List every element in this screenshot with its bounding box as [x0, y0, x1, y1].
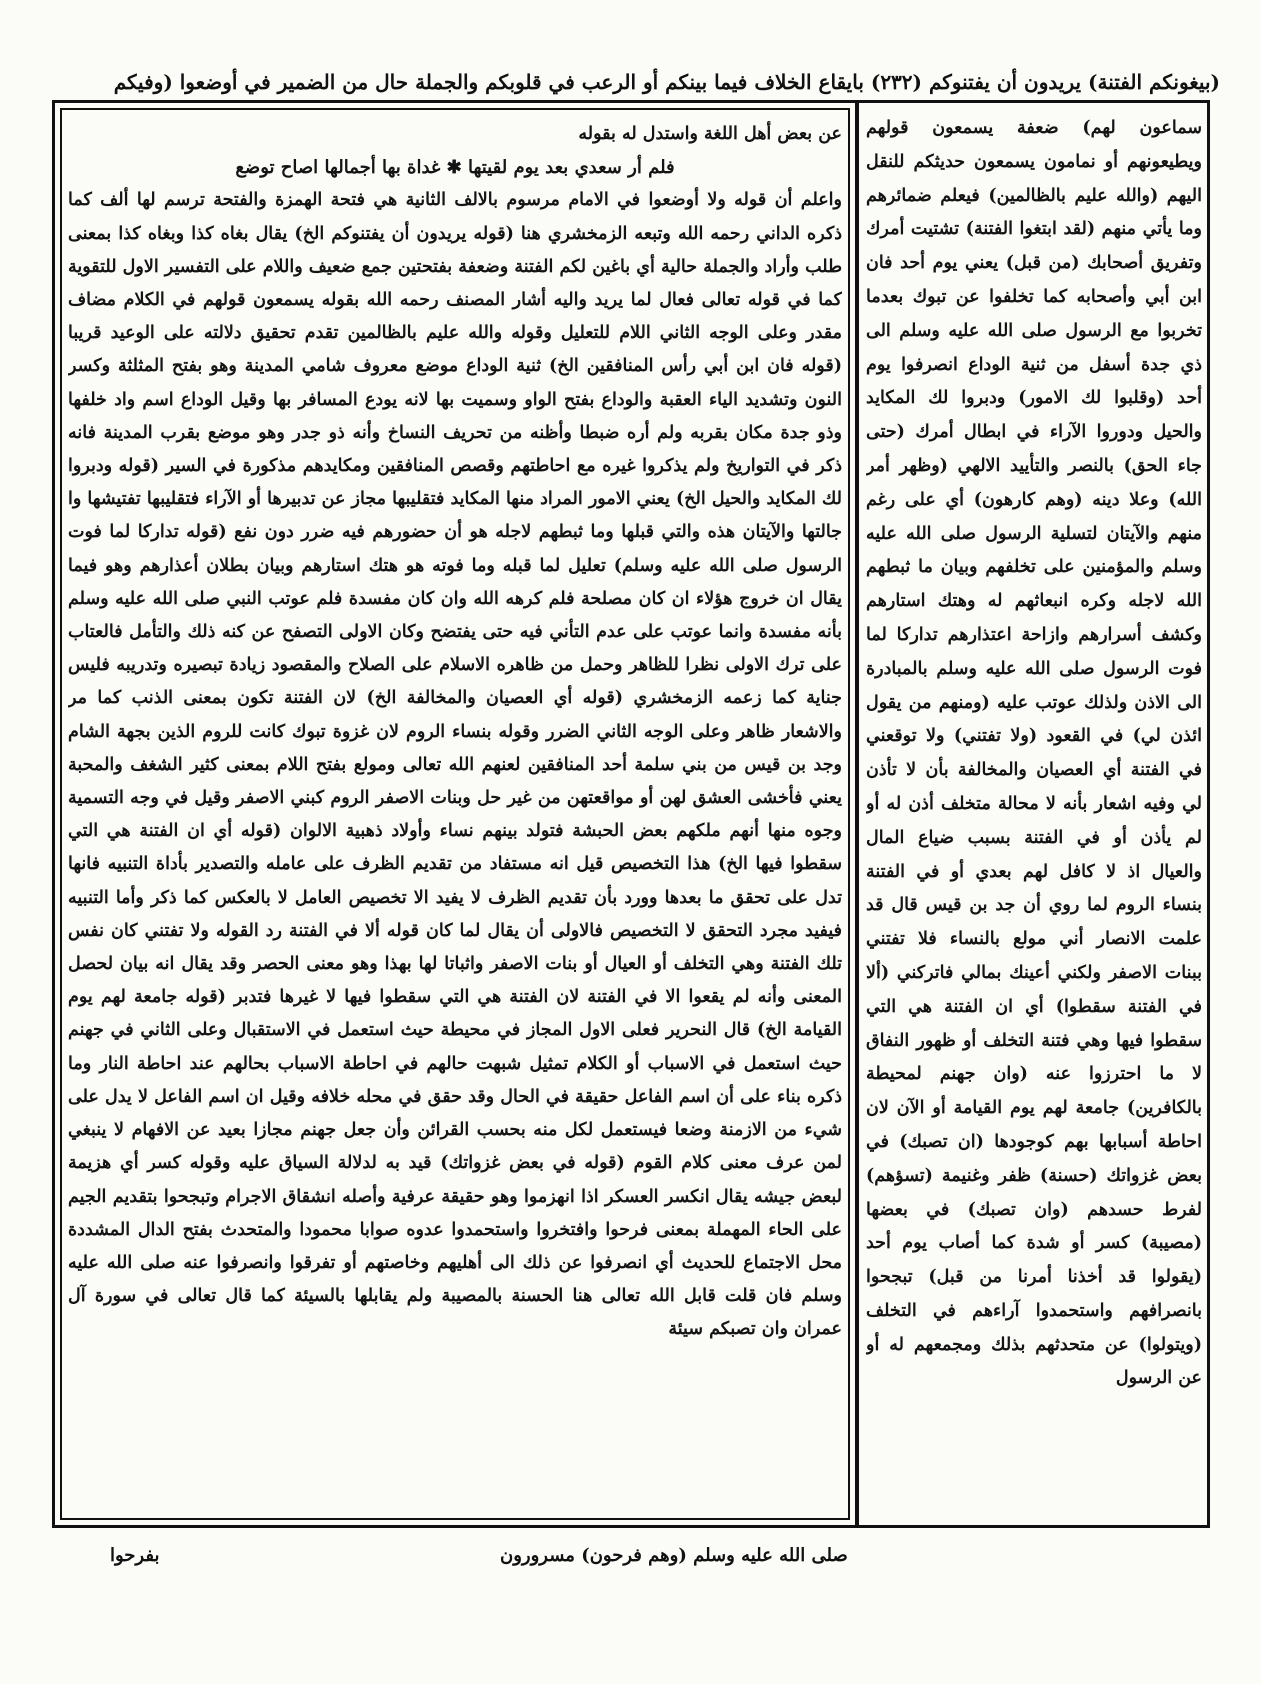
catchword: بفرحوا: [110, 1545, 160, 1566]
footer-continuation: صلى الله عليه وسلم (وهم فرحون) مسرورون: [500, 1545, 848, 1566]
tafsir-column: [866, 112, 1202, 1532]
tafsir-paragraph: سماعون لهم) ضعفة يسمعون قولهم ويطيعونهم أو نمامون يسمعون حديثكم للنقل اليهم (والله عليم بالظالمين) فيعلم ضمائرهم وما يأتي منهم (لقد ابتغوا الفتنة) تشتيت أمرك وتفريق أصحابك (من قبل) يعني يوم أحد فان ابن أبي وأصحابه كما تخلفوا عن تبوك بعدما تخربوا مع الرسول صلى الله عليه وسلم الى ذي جدة أسفل من ثنية الوداع انصرفوا يوم أحد (وقلبوا لك الامور) ودبروا لك المكايد والحيل ودوروا الآراء في ابطال أمرك (حتى جاء الحق) بالنصر والتأييد الالهي (وظهر أمر الله) وعلا دينه (وهم كارهون) أي على رغم منهم والآيتان لتسلية الرسول صلى الله عليه وسلم والمؤمنين على تخلفهم وبيان ما ثبطهم الله لاجله وكره انبعاثهم له وهتك استارهم وكشف أسرارهم وازاحة اعتذارهم تداركا لما فوت الرسول صلى الله عليه وسلم بالمبادرة الى الاذن ولذلك عوتب عليه (ومنهم من يقول ائذن لي) في القعود (ولا تفتني) ولا توقعني في الفتنة أي العصيان والمخالفة بأن لا تأذن لي وفيه اشعار بأنه لا محالة متخلف أذن له أو لم يأذن أو في الفتنة بسبب ضياع المال والعيال اذ لا كافل لهم بعدي أو في الفتنة بنساء الروم لما روي أن جد بن قيس قال قد علمت الانصار أني مولع بالنساء فلا تفتني ببنات الاصفر ولكني أعينك بمالي فاتركني (ألا في الفتنة سقطوا) أي ان الفتنة هي التي سقطوا فيها وهي فتنة التخلف أو ظهور النفاق لا ما احترزوا عنه (وان جهنم لمحيطة بالكافرين) جامعة لهم يوم القيامة أو الآن لان احاطة أسبابها بهم كوجودها (ان تصبك) في بعض غزواتك (حسنة) ظفر وغنيمة (تسؤهم) لفرط حسدهم (وان تصبك) في بعضها (مصيبة) كسر أو شدة كما أصاب يوم أحد (يقولوا قد أخذنا أمرنا من قبل) تبجحوا بانصرافهم واستحمدوا آراءهم في التخلف (ويتولوا) عن متحدثهم بذلك ومجمعهم له أو عن الرسول: [866, 118, 1202, 1389]
commentary-paragraph: واعلم أن قوله ولا أوضعوا في الامام مرسوم بالالف الثانية هي فتحة الهمزة والفتحة ترسم لها ألف كما ذكره الداني رحمه الله وتبعه الزمخشري هنا (قوله يريدون أن يفتنوكم الخ) يقال بغاه كذا وبغاه كذا بمعنى طلب وأراد والجملة حالية أي باغين لكم الفتنة وضعفة بفتحتين جمع ضعيف واللام على التفسير الاول للتقوية كما في قوله تعالى فعال لما يريد واليه أشار المصنف رحمه الله بقوله يسمعون قولهم في الكلام مضاف مقدر وعلى الوجه الثاني اللام للتعليل وقوله والله عليم بالظالمين تقدم تحقيق دلالته على الوعيد قريبا (قوله فان ابن أبي رأس المنافقين الخ) ثنية الوداع موضع معروف شامي المدينة وهو بفتح المثلثة وكسر النون وتشديد الياء العقبة والوداع بفتح الواو وسميت بها لانه يودع المسافر بها وقيل الوداع اسم واد خلفها وذو جدة مكان بقربه ولم أره ضبطا وأظنه من تحريف النساخ وأنه ذو جدر وهو موضع بقرب المدينة فانه ذكر في التواريخ ولم يذكروا غيره مع احاطتهم وقصص المنافقين ومكايدهم مذكورة في السير (قوله ودبروا لك المكايد والحيل الخ) يعني الامور المراد منها المكايد فتقليبها مجاز عن تدبيرها أو الآراء فتقليبها تفتيشها وا جالتها والآيتان هذه والتي قبلها وما ثبطهم لاجله هو أن حضورهم فيه ضرر دون نفع (قوله تداركا لما فوت الرسول صلى الله عليه وسلم) تعليل لما قبله وما فوته هو هتك استارهم وبيان بطلان أعذارهم وهو فيما يقال ان خروج هؤلاء ان كان مصلحة فلم كرهه الله وان كان مفسدة فلم عوتب النبي صلى الله عليه وسلم بأنه مفسدة وانما عوتب على عدم التأني فيه حتى يفتضح وكان الاولى التصفح عن كنه ذلك والتأمل فالعتاب على ترك الاولى نظرا للظاهر وحمل من ظاهره الاسلام على الصلاح والمقصود زيادة تبصيره وتدريبه فليس جناية كما زعمه الزمخشري (قوله أي العصيان والمخالفة الخ) لان الفتنة تكون بمعنى الذنب كما مر والاشعار ظاهر وعلى الوجه الثاني الضرر وقوله بنساء الروم لان غزوة تبوك كانت للروم الذين بجهة الشام وجد بن قيس من بني سلمة أحد المنافقين لعنهم الله تعالى ومولع بفتح اللام بمعنى كثير الشغف والمحبة يعني فأخشى العشق لهن أو مواقعتهن من غير حل وبنات الاصفر الروم كبني الاصفر وقيل في وجه التسمية وجوه منها أنهم ملكهم بعض الحبشة فتولد بينهم نساء وأولاد ذهبية الالوان (قوله أي ان الفتنة هي التي سقطوا فيها الخ) هذا التخصيص قيل انه مستفاد من تقديم الظرف على عامله والتصدير بأداة التنبيه فانها تدل على تحقق ما بعدها وورد بأن تقديم الظرف لا يفيد الا تخصيص العامل لا بالعكس كما ذكر وأما التنبيه فيفيد مجرد التحقق لا التخصيص فالاولى أن يقال لما كان قوله ألا في الفتنة رد القوله ولا تفتني كان نفس تلك الفتنة وهي التخلف أو العيال أو بنات الاصفر واثباتا لها بهذا وهو معنى الحصر وقد يقال انه بيان لحصل المعنى وأنه لم يقعوا الا في الفتنة لان الفتنة هي التي سقطوا فيها لا غيرها فتدبر (قوله جامعة لهم يوم القيامة الخ) قال النحرير فعلى الاول المجاز في محيطة حيث استعمل في الاستقبال وعلى الثاني في جهنم حيث استعمل في الاسباب أو الكلام تمثيل شبهت حالهم في احاطة الاسباب بحالهم عند احاطة النار وما ذكره بناء على أن اسم الفاعل حقيقة في الحال وقد حقق في محله خلافه وقيل ان اسم الفاعل لا يدل على شيء من الازمنة وضعا فيستعمل لكل منه بحسب القرائن وأن جعل جهنم مجازا بعيد عن الافهام لا ينبغي لمن عرف معنى كلام القوم (قوله في بعض غزواتك) قيد به لدلالة السياق عليه وقوله كسر أي هزيمة لبعض جيشه يقال انكسر العسكر اذا انهزموا وهو حقيقة عرفية وأصله انشقاق الاجرام وتبجحوا بتقديم الجيم على الحاء المهملة بمعنى فرحوا وافتخروا واستحمدوا عدوه صوابا محمودا والمتحدث بفتح الدال المشددة محل الاجتماع للحديث أي انصرفوا عن ذلك الى أهليهم وخاصتهم أو تفرقوا وانصرفوا عنه صلى الله عليه وسلم فان قلت قابل الله تعالى هنا الحسنة بالمصيبة ولم يقابلها بالسيئة كما قال تعالى في سورة آل عمران وان تصبكم سيئة: [68, 190, 842, 1340]
commentary-opening: عن بعض أهل اللغة واستدل له بقوله: [578, 124, 842, 144]
commentary-column: [68, 118, 842, 1516]
poetry-verse: فلم أر سعدي بعد يوم لقيتها ✱ غداة بها أجمالها اصاح توضع: [235, 157, 675, 179]
column-divider: [855, 100, 859, 1528]
running-header: (بيغونكم الفتنة) يريدون أن يفتنوكم (٢٣٢) بايقاع الخلاف فيما بينكم أو الرعب في قلوبكم والجملة حال من الضمير في أوضعوا (وفيكم: [113, 70, 1220, 94]
